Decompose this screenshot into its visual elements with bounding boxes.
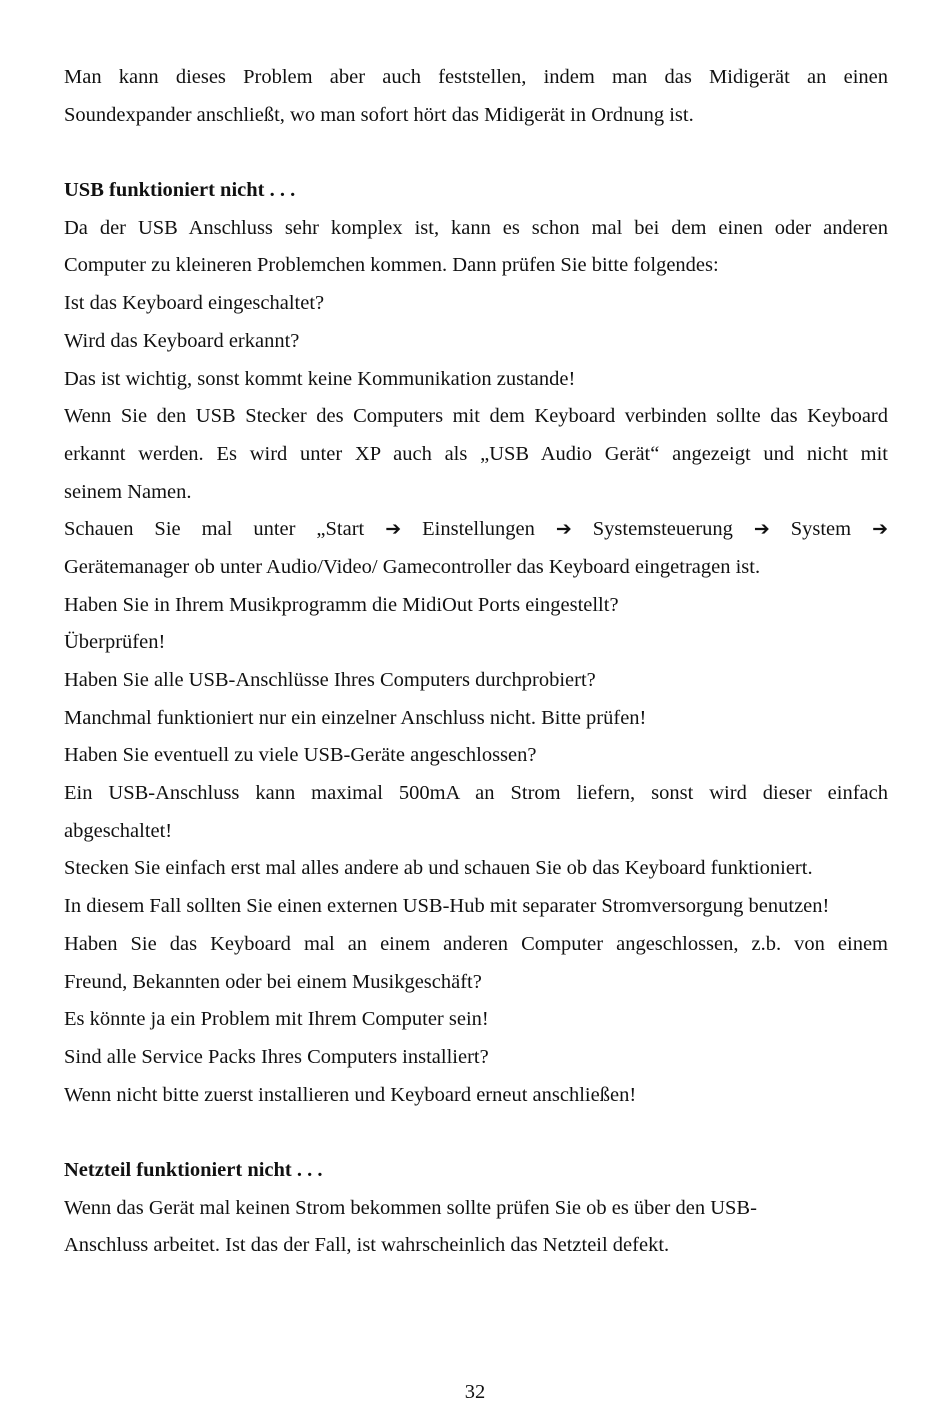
- usb-line-18: In diesem Fall sollten Sie einen externen USB-Hub mit separater Stromversorgung benutzen!: [64, 895, 830, 918]
- usb-line-9: Gerätemanager ob unter Audio/Video/ Gamecontroller das Keyboard eingetragen ist.: [64, 555, 761, 578]
- usb-line-19: Haben Sie das Keyboard mal an einem anderen Computer angeschlossen, z.b. von einem: [64, 932, 888, 955]
- usb-line-16: abgeschaltet!: [64, 819, 173, 842]
- usb-line-15: Ein USB-Anschluss kann maximal 500mA an Strom liefern, sonst wird dieser einfach: [64, 782, 888, 805]
- power-line-2: Anschluss arbeitet. Ist das der Fall, ist wahrscheinlich das Netzteil defekt.: [64, 1234, 670, 1257]
- arrow-right-icon: ➔: [385, 518, 402, 541]
- usb-line-23: Wenn nicht bitte zuerst installieren und Keyboard erneut anschließen!: [64, 1083, 637, 1106]
- arrow-right-icon: ➔: [555, 518, 572, 541]
- page-number: 32: [464, 1381, 486, 1403]
- usb-line-22: Sind alle Service Packs Ihres Computers installiert?: [64, 1045, 489, 1068]
- arrow-right-icon: ➔: [872, 518, 888, 541]
- usb-line-1: Da der USB Anschluss sehr komplex ist, kann es schon mal bei dem einen oder anderen: [64, 216, 888, 239]
- settings-path-line: [64, 511, 888, 549]
- usb-line-13: Manchmal funktioniert nur ein einzelner Anschluss nicht. Bitte prüfen!: [64, 706, 647, 729]
- usb-line-20: Freund, Bekannten oder bei einem Musikgeschäft?: [64, 970, 482, 993]
- usb-line-21: Es könnte ja ein Problem mit Ihrem Computer sein!: [64, 1008, 489, 1031]
- usb-section-heading: USB funktioniert nicht . . .: [64, 179, 296, 202]
- usb-line-6: Wenn Sie den USB Stecker des Computers mit dem Keyboard verbinden sollte das Keyboard: [64, 405, 888, 428]
- power-line-1: Wenn das Gerät mal keinen Strom bekommen sollte prüfen Sie ob es über den USB-: [64, 1196, 757, 1219]
- arrow-right-icon: ➔: [753, 518, 770, 541]
- path-step-system: System: [790, 518, 852, 541]
- intro-line-2: Soundexpander anschließt, wo man sofort hört das Midigerät in Ordnung ist.: [64, 103, 694, 126]
- power-section-heading: Netzteil funktioniert nicht . . .: [64, 1158, 323, 1181]
- usb-line-11: Überprüfen!: [64, 631, 166, 654]
- intro-line-1: Man kann dieses Problem aber auch feststellen, indem man das Midigerät an einen: [64, 66, 888, 88]
- usb-line-8: seinem Namen.: [64, 480, 192, 503]
- path-prefix: Schauen Sie mal unter „Start: [64, 518, 365, 541]
- usb-line-12: Haben Sie alle USB-Anschlüsse Ihres Computers durchprobiert?: [64, 669, 596, 691]
- usb-line-3: Ist das Keyboard eingeschaltet?: [64, 292, 325, 315]
- usb-line-7: erkannt werden. Es wird unter XP auch als „USB Audio Gerät“ angezeigt und nicht mit: [64, 442, 888, 465]
- usb-line-5: Das ist wichtig, sonst kommt keine Kommunikation zustande!: [64, 367, 576, 390]
- document-page: [64, 59, 888, 1265]
- usb-line-10: Haben Sie in Ihrem Musikprogramm die MidiOut Ports eingestellt?: [64, 593, 619, 616]
- usb-line-2: Computer zu kleineren Problemchen kommen. Dann prüfen Sie bitte folgendes:: [64, 254, 719, 277]
- usb-line-4: Wird das Keyboard erkannt?: [64, 329, 300, 352]
- path-step-einstellungen: Einstellungen: [422, 518, 535, 541]
- spacer: [64, 134, 888, 172]
- path-step-systemsteuerung: Systemsteuerung: [592, 518, 733, 541]
- usb-line-17: Stecken Sie einfach erst mal alles andere ab und schauen Sie ob das Keyboard funktioniert.: [64, 857, 813, 880]
- usb-line-14: Haben Sie eventuell zu viele USB-Geräte angeschlossen?: [64, 744, 537, 767]
- spacer: [64, 1114, 888, 1152]
